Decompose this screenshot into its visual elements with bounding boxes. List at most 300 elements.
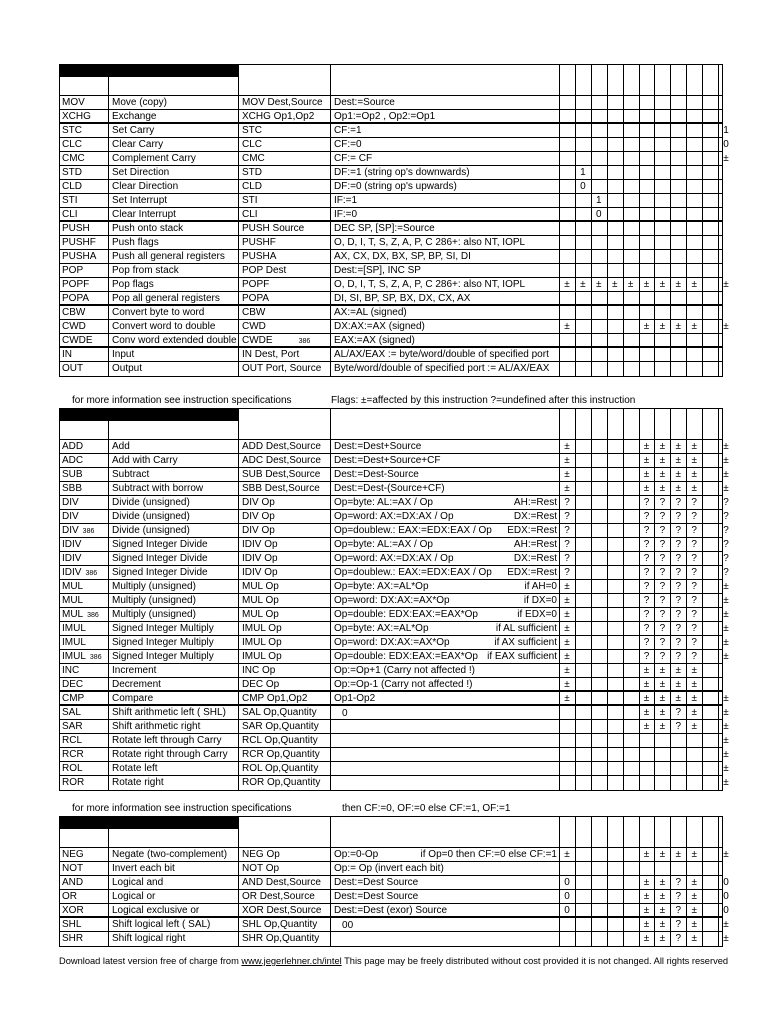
mnemonic [62, 440, 106, 453]
flag-value: ? [675, 877, 682, 888]
flag-value: ? [691, 511, 697, 522]
mnemonic-text: SHL [62, 919, 82, 930]
syntax-text: AND Dest,Source [242, 877, 321, 888]
flag-value: ± [659, 919, 666, 930]
effect-text: EAX:=AX (signed) [334, 335, 415, 346]
syntax [242, 236, 330, 249]
effect-text: Op:=Op+1 (Carry not affected !) [334, 665, 475, 676]
mnemonic-text: MUL [62, 609, 84, 620]
mnemonic [62, 650, 106, 664]
effect-text: Op=byte: AL:=AX / Op [334, 497, 433, 508]
mnemonic-text: DEC [62, 679, 84, 690]
flag-value: ? [691, 595, 697, 606]
flag-value: ± [675, 679, 682, 690]
mnemonic-text: CLI [62, 209, 78, 220]
syntax [242, 776, 330, 789]
effect-condition: DX:=Rest [513, 553, 557, 564]
description: Shift arithmetic left ( SHL) [112, 707, 226, 718]
effect [334, 180, 559, 193]
section-title-bar [60, 817, 238, 829]
instruction-row [60, 720, 729, 734]
instruction-row [60, 334, 722, 348]
effect [334, 552, 559, 565]
flag-value: ± [723, 441, 729, 452]
instruction-row [60, 650, 729, 664]
flag-value: ± [691, 905, 697, 916]
instruction-row [60, 594, 729, 608]
mnemonic-text: ROL [62, 763, 83, 774]
effect [334, 166, 559, 179]
flag-value: ? [691, 581, 697, 592]
syntax-text: NOT Op [242, 863, 280, 874]
mnemonic-text: CMC [62, 153, 85, 164]
effect-condition: if EAX sufficient [487, 651, 557, 662]
description: Signed Integer Divide [112, 539, 208, 550]
flag-value: ± [659, 877, 666, 888]
syntax [242, 454, 330, 467]
syntax [242, 594, 330, 607]
flag-value: 0 [564, 877, 570, 888]
syntax-text: SUB Dest,Source [242, 469, 321, 480]
syntax [242, 110, 330, 123]
mnemonic-text: MOV [62, 97, 85, 108]
description: Set Direction [112, 167, 170, 178]
description: Increment [112, 665, 157, 676]
flag-value: ± [643, 469, 650, 480]
mnemonic-text: CWDE [62, 335, 93, 346]
mnemonic-text: NEG [62, 849, 84, 860]
flag-value: ? [675, 651, 682, 662]
flag-value: ± [659, 665, 666, 676]
flag-value: ± [659, 849, 666, 860]
description: Signed Integer Multiply [112, 651, 214, 662]
effect-condition: if AX sufficient [494, 637, 557, 648]
flag-value: ± [675, 483, 682, 494]
flag-value: ? [643, 651, 650, 662]
flag-value: ± [691, 679, 697, 690]
mnemonic-text: SBB [62, 483, 83, 494]
syntax [242, 264, 330, 277]
effect [334, 348, 559, 361]
flag-value: ± [564, 441, 570, 452]
effect [334, 594, 559, 607]
footer-link[interactable]: www.jegerlehner.ch/intel [241, 956, 342, 966]
syntax [242, 720, 330, 733]
syntax-text: POP Dest [242, 265, 287, 276]
effect-text: Dest:=Dest Source [334, 891, 419, 902]
effect [334, 306, 559, 319]
instruction-row [60, 918, 729, 932]
effect [334, 862, 559, 875]
syntax-text: STD [242, 167, 262, 178]
mnemonic [62, 580, 106, 593]
flag-value: 0 [596, 209, 602, 220]
effect-text: DEC SP, [SP]:=Source [334, 223, 435, 234]
syntax [242, 566, 330, 579]
flag-value: ± [659, 905, 666, 916]
flag-value: ± [723, 933, 729, 944]
flag-value: ? [659, 497, 666, 508]
syntax [242, 250, 330, 263]
description: Shift logical left ( SAL) [112, 919, 211, 930]
instruction-row [60, 776, 729, 790]
effect-text: Dest:=Dest-(Source+CF) [334, 483, 445, 494]
instruction-row [60, 96, 722, 110]
flag-value: 0 [564, 905, 570, 916]
flag-value: ? [675, 609, 682, 620]
instruction-row [60, 222, 722, 236]
flag-value: ? [659, 511, 666, 522]
flag-value: ± [723, 651, 729, 662]
flag-value: ± [659, 679, 666, 690]
mnemonic-text: STC [62, 125, 82, 136]
syntax-text: RCR Op,Quantity [242, 749, 320, 760]
effect-text: DX:AX:=AX (signed) [334, 321, 425, 332]
syntax-text: SAL Op,Quantity [242, 707, 317, 718]
section-title-bar [60, 409, 238, 421]
description: Negate (two-complement) [112, 849, 228, 860]
flag-value: ± [659, 707, 666, 718]
flag-value: ± [723, 849, 729, 860]
mnemonic [62, 194, 106, 207]
flag-value: ? [723, 553, 729, 564]
flag-value: ? [643, 511, 650, 522]
flag-value: ? [691, 525, 697, 536]
syntax-text: OR Dest,Source [242, 891, 315, 902]
effect [334, 904, 559, 917]
syntax [242, 524, 330, 537]
effect [334, 278, 559, 291]
mnemonic [62, 552, 106, 565]
mnemonic [62, 138, 106, 151]
effect-text: O, D, I, T, S, Z, A, P, C 286+: also NT, IOPL [334, 279, 526, 290]
effect [334, 292, 559, 305]
effect [334, 636, 559, 649]
flag-value: ± [675, 849, 682, 860]
footer-text-pre: Download latest version free of charge from [59, 956, 242, 966]
syntax-text: DEC Op [242, 679, 280, 690]
flag-value: ± [691, 279, 697, 290]
instruction-row [60, 706, 729, 720]
svg-text:0: 0 [347, 920, 354, 931]
instruction-row [60, 678, 722, 692]
effect-text: Op=double: EDX:EAX:=EAX*Op [334, 609, 478, 620]
mnemonic-text: SAL [62, 707, 81, 718]
syntax-text: ADC Dest,Source [242, 455, 321, 466]
flag-value: ± [723, 735, 729, 746]
mnemonic-text: AND [62, 877, 84, 888]
instruction-row [60, 362, 722, 376]
syntax-text: POPA [242, 293, 270, 304]
flag-value: ± [723, 609, 729, 620]
description: Logical or [112, 891, 156, 902]
flag-value: ± [659, 279, 666, 290]
effect-text: Dest:=Dest+Source+CF [334, 455, 441, 466]
effect-text: Byte/word/double of specified port := AL/AX/EAX [334, 363, 550, 374]
syntax [242, 608, 330, 621]
description: Multiply (unsigned) [112, 581, 196, 592]
flag-value: ± [643, 679, 650, 690]
cpu-386-tag: 386 [298, 338, 311, 345]
flag-value: ± [723, 693, 729, 704]
syntax [242, 278, 330, 291]
description: Conv word extended double [112, 335, 237, 346]
flag-value: ± [723, 153, 729, 164]
instruction-row [60, 292, 722, 306]
effect [334, 566, 559, 579]
instruction-row [60, 734, 729, 748]
flag-value: ± [691, 877, 697, 888]
flag-value: ? [675, 905, 682, 916]
flag-value: ? [564, 553, 570, 564]
syntax [242, 538, 330, 551]
syntax-text: IMUL Op [242, 651, 282, 662]
mnemonic [62, 348, 106, 361]
flag-value: ± [564, 693, 570, 704]
flag-value: ? [675, 933, 682, 944]
description: Push all general registers [112, 251, 225, 262]
description: Pop flags [112, 279, 154, 290]
description: Multiply (unsigned) [112, 609, 196, 620]
flag-value: ? [675, 595, 682, 606]
footer-text-post: This page may be freely distributed without cost provided it is not changed. All rights reserved [341, 956, 729, 966]
mnemonic-text: IMUL [62, 637, 86, 648]
mnemonic [62, 362, 106, 375]
flag-value: ± [564, 581, 570, 592]
effect-text: Op=byte: AL:=AX / Op [334, 539, 433, 550]
flag-value: ? [675, 581, 682, 592]
flag-value: ± [643, 905, 650, 916]
syntax [242, 222, 330, 235]
mnemonic [62, 932, 106, 945]
description: Pop from stack [112, 265, 179, 276]
effect [334, 538, 559, 551]
mnemonic-text: XOR [62, 905, 84, 916]
effect [334, 320, 559, 333]
flag-value: ± [691, 441, 697, 452]
effect [334, 440, 559, 453]
flag-value: ? [723, 525, 729, 536]
flag-value: ± [659, 483, 666, 494]
flag-value: ? [643, 567, 650, 578]
syntax-text: CLC [242, 139, 263, 150]
flag-value: ± [643, 919, 650, 930]
mnemonic-text: STI [62, 195, 78, 206]
syntax-text: ROL Op,Quantity [242, 763, 319, 774]
flag-value: ± [643, 483, 650, 494]
flag-value: ± [611, 279, 618, 290]
mnemonic-text: MUL [62, 595, 84, 606]
instruction-row [60, 762, 729, 776]
syntax [242, 166, 330, 179]
flag-value: ? [643, 553, 650, 564]
syntax [242, 678, 330, 691]
flag-value: ± [723, 721, 729, 732]
flag-value: ± [723, 637, 729, 648]
syntax-text: CLI [242, 209, 258, 220]
cpu-386-tag: 386 [82, 528, 95, 535]
flag-value: ± [723, 455, 729, 466]
flag-value: ? [723, 497, 729, 508]
description: Logical exclusive or [112, 905, 200, 916]
description: Push onto stack [112, 223, 184, 234]
mnemonic [62, 236, 106, 249]
mnemonic-text: INC [62, 665, 80, 676]
instruction-row [60, 552, 729, 566]
instruction-row [60, 138, 729, 152]
instruction-row [60, 622, 729, 636]
syntax-text: PUSH Source [242, 223, 305, 234]
description: Subtract with borrow [112, 483, 204, 494]
flag-value: ± [691, 665, 697, 676]
effect [334, 622, 559, 635]
flag-value: ? [675, 497, 682, 508]
mnemonic-text: DIV [62, 497, 79, 508]
effect [334, 264, 559, 277]
instruction-row [60, 440, 729, 454]
syntax [242, 862, 330, 875]
mnemonic-text: CBW [62, 307, 86, 318]
syntax-text: POPF [242, 279, 270, 290]
effect-text: Op=word: DX:AX:=AX*Op [334, 637, 450, 648]
flag-value: ± [643, 721, 650, 732]
effect [334, 510, 559, 523]
syntax-text: PUSHA [242, 251, 277, 262]
effect-text: Dest:=Dest+Source [334, 441, 422, 452]
flag-value: ? [659, 595, 666, 606]
cpu-386-tag: 386 [85, 570, 98, 577]
syntax-text: DIV Op [242, 511, 275, 522]
effect-text: Op:=0-Op [334, 849, 379, 860]
syntax [242, 194, 330, 207]
effect [334, 250, 559, 263]
flag-value: ? [691, 637, 697, 648]
effect [334, 222, 559, 235]
mnemonic [62, 918, 106, 931]
syntax-text: MUL Op [242, 609, 279, 620]
instruction-row [60, 306, 722, 320]
mnemonic-text: IMUL [62, 651, 86, 662]
mnemonic-text: STD [62, 167, 82, 178]
effect-text: CF:=1 [334, 125, 362, 136]
syntax-text: SHL Op,Quantity [242, 919, 318, 930]
effect-text: Op=doublew.: EAX:=EDX:EAX / Op [334, 567, 492, 578]
flag-value: 0 [723, 877, 729, 888]
description: Convert byte to word [112, 307, 205, 318]
flag-value: ± [675, 693, 682, 704]
syntax-text: DIV Op [242, 497, 275, 508]
flag-value: ± [564, 679, 570, 690]
flag-value: ± [564, 455, 570, 466]
flag-value: ± [675, 321, 682, 332]
effect [334, 454, 559, 467]
mnemonic [62, 692, 106, 705]
flag-value: ? [659, 525, 666, 536]
flag-value: ? [691, 553, 697, 564]
instruction-row [60, 496, 729, 510]
flag-value: ? [675, 525, 682, 536]
effect [334, 110, 559, 123]
flag-value: ± [564, 483, 570, 494]
syntax [242, 138, 330, 151]
syntax-text: CWD [242, 321, 266, 332]
mnemonic [62, 96, 106, 109]
syntax [242, 482, 330, 495]
flag-value: ± [643, 933, 650, 944]
flag-value: ± [691, 721, 697, 732]
syntax [242, 334, 330, 348]
mnemonic [62, 776, 106, 789]
flag-value: ± [564, 637, 570, 648]
syntax [242, 692, 330, 705]
mnemonic-text: POP [62, 265, 84, 276]
effect [334, 194, 559, 207]
effect-text: Op1:=Op2 , Op2:=Op1 [334, 111, 436, 122]
flag-value: ? [659, 637, 666, 648]
effect-text: Op1-Op2 [334, 693, 376, 704]
instruction-row [60, 664, 722, 678]
effect [334, 524, 559, 537]
mnemonic [62, 468, 106, 481]
mnemonic [62, 720, 106, 733]
syntax-text: IDIV Op [242, 567, 278, 578]
instruction-row [60, 524, 729, 538]
mnemonic [62, 180, 106, 193]
flag-value: ± [691, 707, 697, 718]
mnemonic [62, 250, 106, 263]
syntax [242, 580, 330, 593]
mnemonic [62, 904, 106, 917]
syntax [242, 348, 330, 361]
syntax-text: NEG Op [242, 849, 280, 860]
instruction-row [60, 250, 722, 264]
mnemonic [62, 264, 106, 277]
syntax [242, 496, 330, 509]
description: Divide (unsigned) [112, 497, 190, 508]
flag-value: ± [723, 321, 729, 332]
mnemonic [62, 292, 106, 305]
flag-value: ? [643, 637, 650, 648]
description: Shift logical right [112, 933, 186, 944]
instruction-row [60, 636, 729, 650]
syntax [242, 292, 330, 305]
description: Clear Carry [112, 139, 164, 150]
syntax-text: IDIV Op [242, 539, 278, 550]
mnemonic-text: ROR [62, 777, 85, 788]
mnemonic-text: PUSHA [62, 251, 97, 262]
description: Exchange [112, 111, 157, 122]
syntax [242, 180, 330, 193]
flag-value: ? [564, 567, 570, 578]
syntax [242, 320, 330, 333]
syntax-text: MUL Op [242, 595, 279, 606]
description: Complement Carry [112, 153, 196, 164]
flag-value: ? [675, 553, 682, 564]
flag-value: ± [659, 469, 666, 480]
mnemonic [62, 678, 106, 691]
flag-value: ± [675, 665, 682, 676]
flag-value: ? [675, 567, 682, 578]
instruction-row [60, 748, 729, 762]
mnemonic [62, 876, 106, 889]
flag-value: ± [643, 891, 650, 902]
syntax-text: INC Op [242, 665, 276, 676]
description: Add with Carry [112, 455, 178, 466]
syntax-text: IMUL Op [242, 637, 282, 648]
effect-condition: if Op=0 then CF:=0 else CF:=1 [420, 849, 557, 860]
description: Decrement [112, 679, 161, 690]
description: Rotate right [112, 777, 164, 788]
